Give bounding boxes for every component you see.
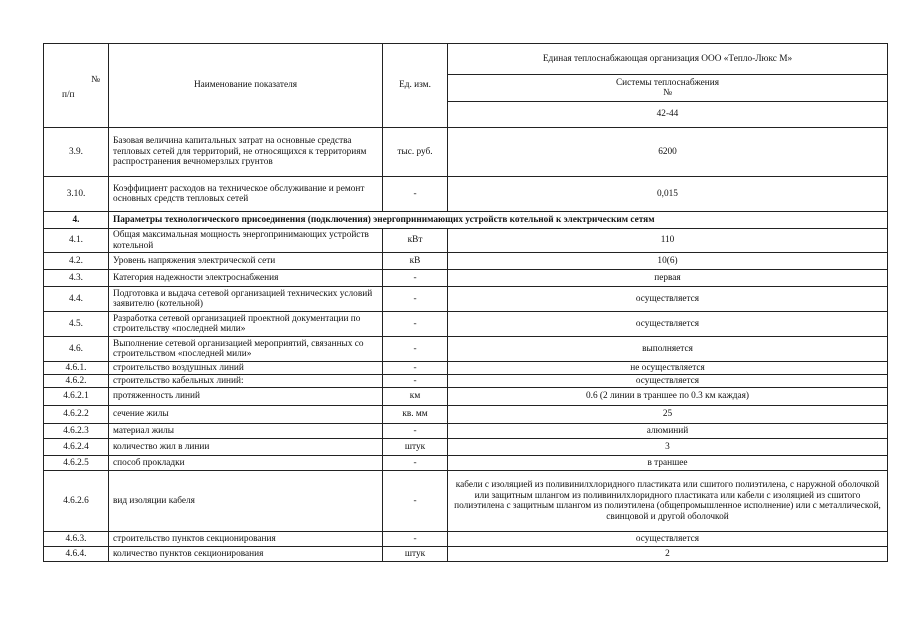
unit-of-measure: - (383, 532, 448, 547)
indicator-value: в траншее (448, 456, 888, 471)
indicator-name: сечение жилы (109, 406, 383, 424)
header-num-cell (44, 44, 109, 128)
section-title: Параметры технологического присоединения (подключения) энергопринимающих устройств котельной к электрическим сетям (109, 212, 888, 229)
indicator-name: Выполнение сетевой организацией мероприятий, связанных со строительством «последней мили» (109, 337, 383, 362)
unit-of-measure: тыс. руб. (383, 128, 448, 177)
header-org: Единая теплоснабжающая организация ООО «Тепло-Люкс М» (448, 44, 888, 75)
tariff-parameters-table (43, 43, 888, 562)
unit-of-measure: - (383, 270, 448, 287)
indicator-value: осуществляется (448, 287, 888, 312)
indicator-value: 6200 (448, 128, 888, 177)
table-row (44, 424, 888, 439)
indicator-name: вид изоляции кабеля (109, 471, 383, 532)
indicator-name: количество пунктов секционирования (109, 547, 383, 562)
table-row (44, 287, 888, 312)
row-number: 4.6.2.4 (44, 439, 109, 456)
unit-of-measure: - (383, 471, 448, 532)
indicator-name: Общая максимальная мощность энергопринимающих устройств котельной (109, 229, 383, 253)
section-row (44, 212, 888, 229)
unit-of-measure: кв. мм (383, 406, 448, 424)
table-row (44, 547, 888, 562)
indicator-value: 10(6) (448, 253, 888, 270)
unit-of-measure: - (383, 456, 448, 471)
header-num-pp: п/п (62, 90, 75, 100)
indicator-name: протяженность линий (109, 388, 383, 406)
row-number: 4.6. (44, 337, 109, 362)
header-num-sign: № (91, 75, 100, 85)
indicator-name: Разработка сетевой организацией проектной документации по строительству «последней мили» (109, 312, 383, 337)
row-number: 4.6.1. (44, 362, 109, 375)
indicator-value: 0,015 (448, 177, 888, 212)
indicator-name: способ прокладки (109, 456, 383, 471)
table-row (44, 270, 888, 287)
indicator-value: 3 (448, 439, 888, 456)
unit-of-measure: - (383, 424, 448, 439)
indicator-name: Категория надежности электроснабжения (109, 270, 383, 287)
row-number: 4.5. (44, 312, 109, 337)
row-number: 3.10. (44, 177, 109, 212)
indicator-value: осуществляется (448, 532, 888, 547)
indicator-value: первая (448, 270, 888, 287)
row-number: 4.6.3. (44, 532, 109, 547)
row-number: 4.3. (44, 270, 109, 287)
indicator-value: выполняется (448, 337, 888, 362)
row-number: 4.6.2.6 (44, 471, 109, 532)
unit-of-measure: - (383, 375, 448, 388)
row-number: 4.6.2.1 (44, 388, 109, 406)
header-systems (448, 75, 888, 102)
unit-of-measure: кВт (383, 229, 448, 253)
table-row (44, 375, 888, 388)
indicator-value: осуществляется (448, 312, 888, 337)
indicator-value: алюминий (448, 424, 888, 439)
unit-of-measure: - (383, 287, 448, 312)
indicator-name: количество жил в линии (109, 439, 383, 456)
header-systems-label: Системы теплоснабжения (615, 77, 719, 88)
unit-of-measure: - (383, 312, 448, 337)
table-row (44, 532, 888, 547)
row-number: 4. (44, 212, 109, 229)
unit-of-measure: - (383, 177, 448, 212)
row-number: 4.6.2.5 (44, 456, 109, 471)
indicator-name: материал жилы (109, 424, 383, 439)
indicator-name: строительство пунктов секционирования (109, 532, 383, 547)
indicator-name: Коэффициент расходов на техническое обслуживание и ремонт основных средств тепловых сетей (109, 177, 383, 212)
indicator-value: 25 (448, 406, 888, 424)
table-row (44, 128, 888, 177)
table-row (44, 337, 888, 362)
row-number: 4.6.2.2 (44, 406, 109, 424)
indicator-value: кабели с изоляцией из поливинилхлоридного пластиката или сшитого полиэтилена, с наружной оболочкой или защитным шлангом из поливинилхлоридного пластиката или кабели с изоляцией из сшитого полиэтилена с защитным шлангом из полиэтилена (общепромышленное исполнение) или с металлической, свинцовой и другой оболочкой (448, 471, 888, 532)
table-row (44, 362, 888, 375)
unit-of-measure: - (383, 362, 448, 375)
unit-of-measure: кВ (383, 253, 448, 270)
indicator-value: не осуществляется (448, 362, 888, 375)
row-number: 4.6.2. (44, 375, 109, 388)
indicator-name: Подготовка и выдача сетевой организацией технических условий заявителю (котельной) (109, 287, 383, 312)
row-number: 4.4. (44, 287, 109, 312)
unit-of-measure: - (383, 337, 448, 362)
unit-of-measure: штук (383, 439, 448, 456)
table-row (44, 406, 888, 424)
header-systems-number-sign: № (663, 88, 672, 98)
row-number: 4.6.2.3 (44, 424, 109, 439)
header-row-1 (44, 44, 888, 75)
indicator-name: строительство воздушных линий (109, 362, 383, 375)
indicator-value: 110 (448, 229, 888, 253)
header-name: Наименование показателя (109, 44, 383, 128)
indicator-value: осуществляется (448, 375, 888, 388)
indicator-name: Уровень напряжения электрической сети (109, 253, 383, 270)
table-row (44, 388, 888, 406)
indicator-value: 0.6 (2 линии в траншее по 0.3 км каждая) (448, 388, 888, 406)
row-number: 4.6.4. (44, 547, 109, 562)
table-row (44, 177, 888, 212)
table-row (44, 253, 888, 270)
row-number: 3.9. (44, 128, 109, 177)
indicator-name: Базовая величина капитальных затрат на основные средства тепловых сетей для территорий, не относящихся к территориям распространения вечномерзлых грунтов (109, 128, 383, 177)
table-row (44, 312, 888, 337)
table-row (44, 456, 888, 471)
unit-of-measure: км (383, 388, 448, 406)
table-row (44, 439, 888, 456)
indicator-name: строительство кабельных линий: (109, 375, 383, 388)
indicator-value: 2 (448, 547, 888, 562)
header-system-id: 42-44 (448, 102, 888, 128)
row-number: 4.1. (44, 229, 109, 253)
header-unit: Ед. изм. (383, 44, 448, 128)
row-number: 4.2. (44, 253, 109, 270)
unit-of-measure: штук (383, 547, 448, 562)
table-row (44, 471, 888, 532)
table-row (44, 229, 888, 253)
